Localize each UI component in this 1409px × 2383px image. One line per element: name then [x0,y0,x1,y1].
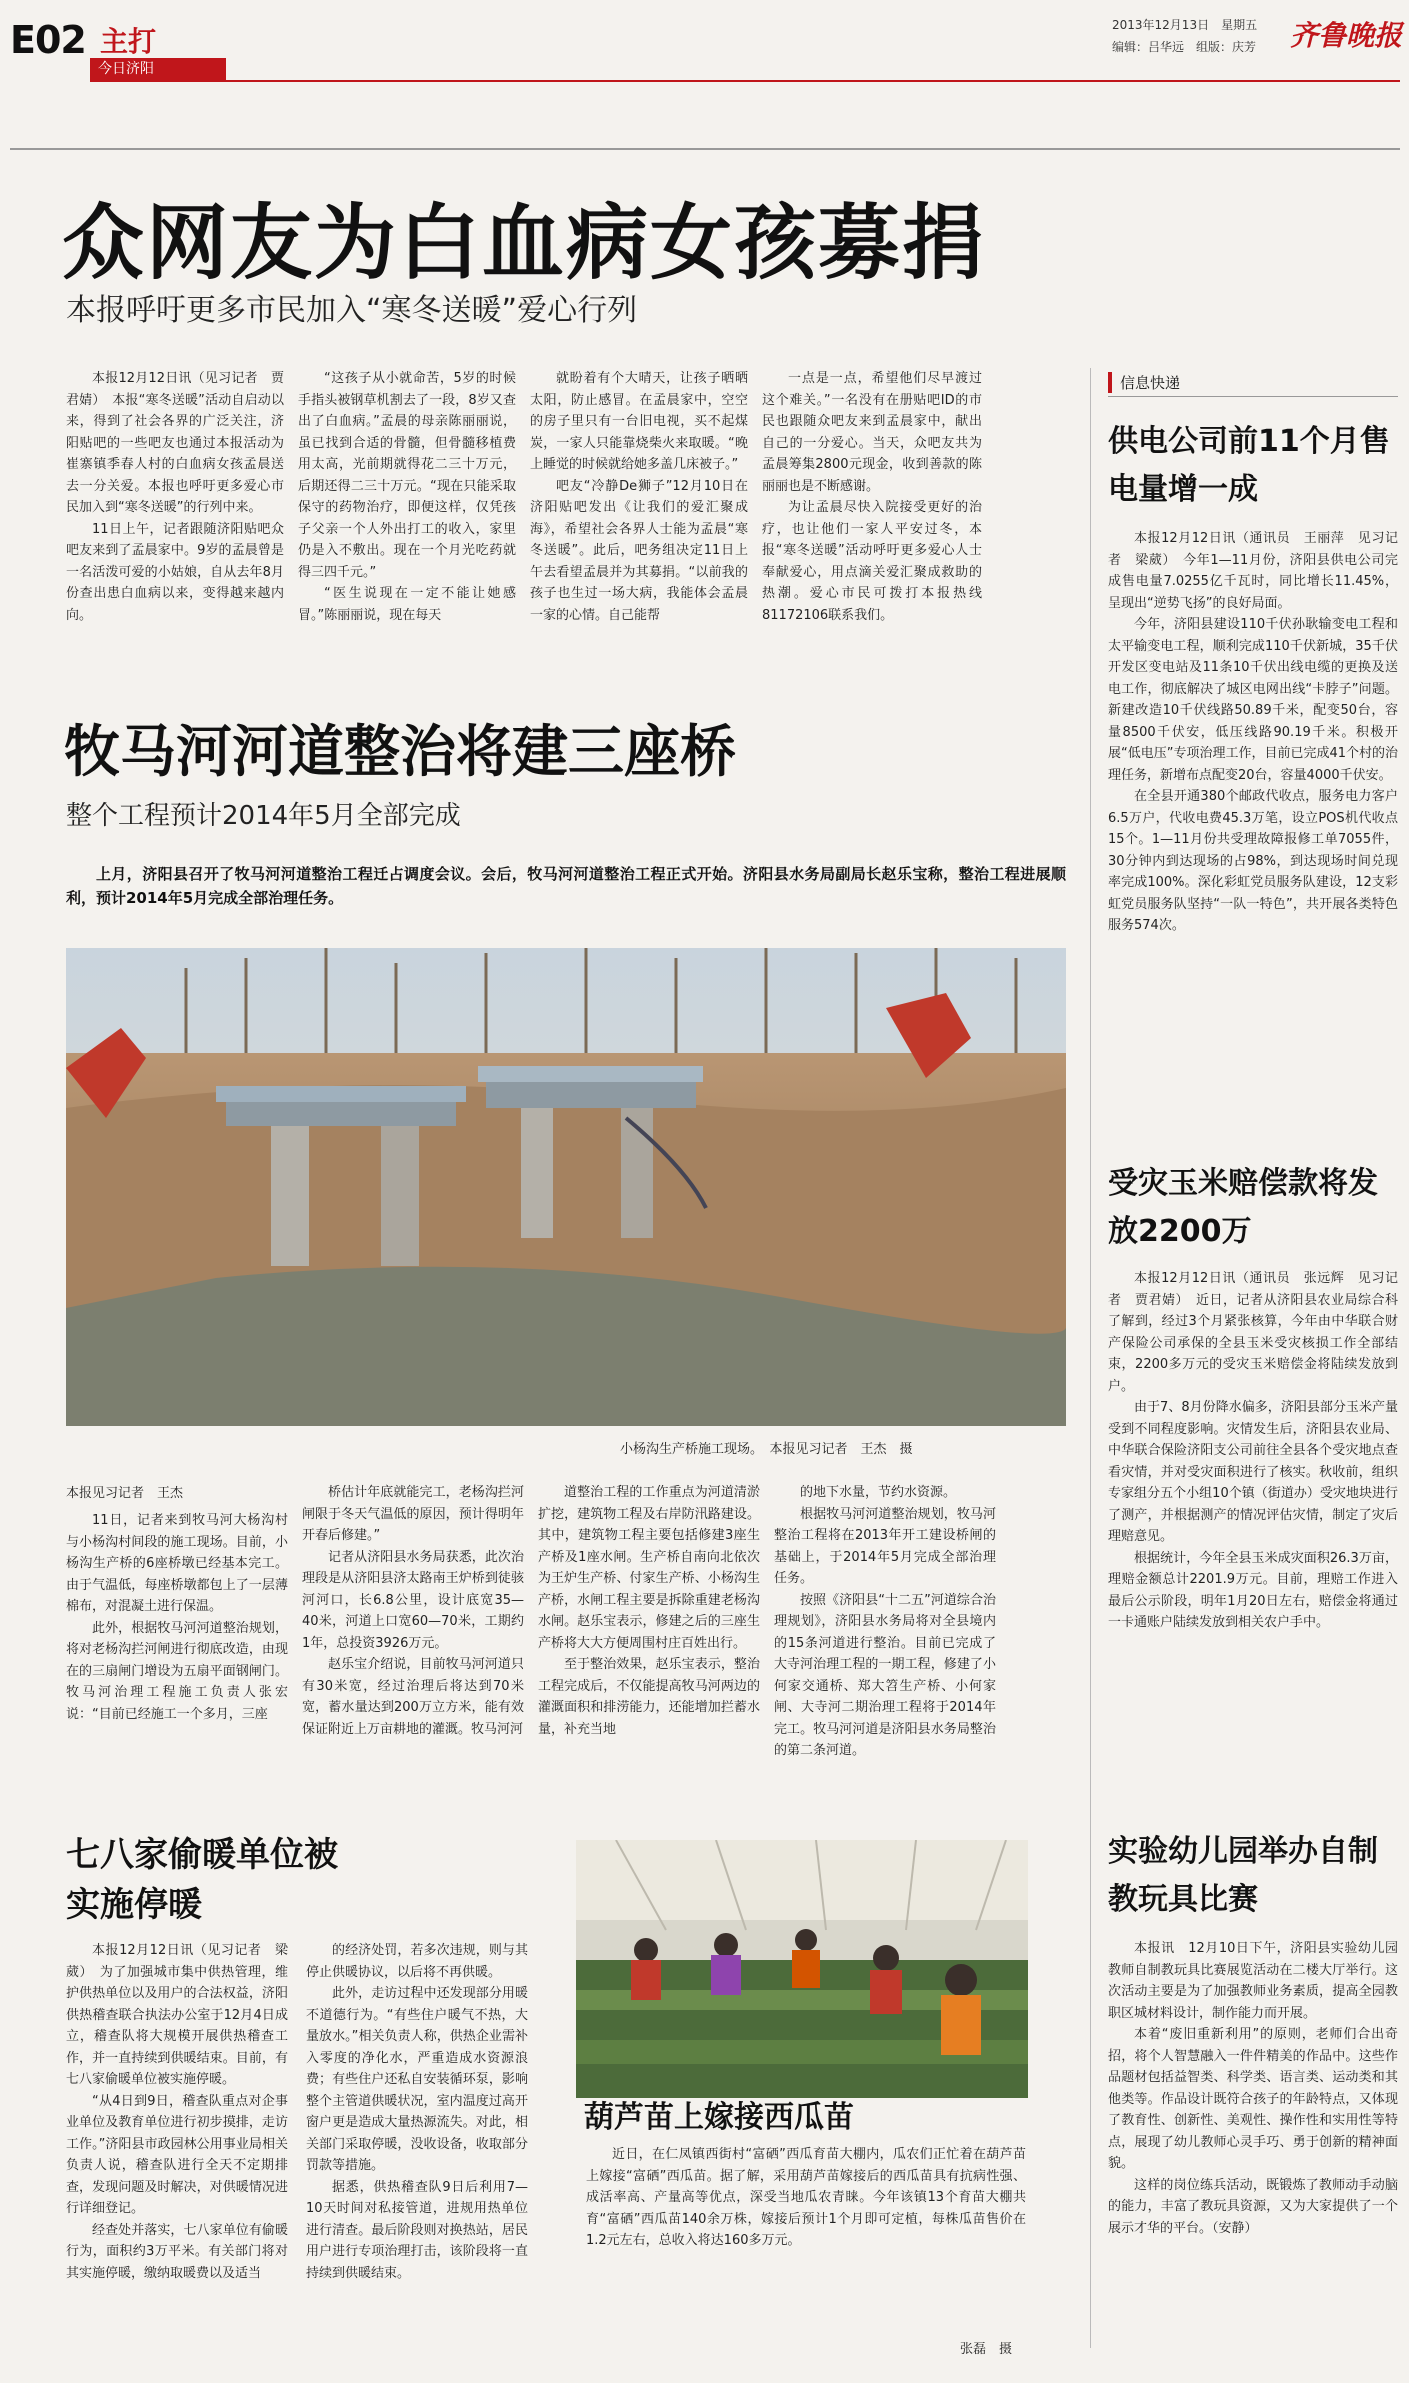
paragraph: 本报12月12日讯（通讯员 张远辉 见习记者 贾君婧） 近日，记者从济阳县农业局综合科了解到，经过3个月紧张核算，今年由中华联合财产保险公司承保的全县玉米受灾核损工作全部结束，2200多万元的受灾玉米赔偿金将陆续发放到户。 [1108,1271,1398,1394]
paragraph: 按照《济阳县“十二五”河道综合治理规划》，济阳县水务局将对全县境内的15条河道进行整治。目前已完成了大寺河治理工程的一期工程，修建了小何家交通桥、郑大笤生产桥、小何家闸、大寺河二期治理工程将于2014年完工。牧马河河道是济阳县水务局整治的第二条河道。 [774,1592,996,1758]
story3-column-2 [306,1940,528,2360]
story2-column-3 [538,1482,760,1812]
paragraph: 此外，根据牧马河河道整治规划，将对老杨沟拦河闸进行彻底改造，由现在的三扇闸门增设为五扇平面钢闸门。牧马河治理工程施工负责人张宏说：“目前已经施工一个多月，三座 [66,1620,288,1722]
greenhouse-photo [576,1840,1028,2098]
paragraph: 本着“废旧重新利用”的原则，老师们合出奇招，将个人智慧融入一件件精美的作品中。这些作品题材包括益智类、科学类、语言类、运动类和其他类等。作品设计既符合孩子的年龄特点，又体现了教育性、创新性、美观性、操作性和实用性等特点，展现了幼儿教师心灵手巧、勇于创新的精神面貌。 [1108,2027,1398,2171]
paragraph: 在全县开通380个邮政代收点，服务电力客户6.5万户，代收电费45.3万笔，设立POS机代收点15个。1—11月份共受理故障报修工单7055件，30分钟内到达现场的占98%，到达现场时间兑现率完成100%。深化彩虹党员服务队建设，12支彩虹党员服务队坚持“一队一特色”，共开展各类特色服务574次。 [1108,789,1398,933]
brief1-headline: 供电公司前11个月售电量增一成 [1108,424,1390,507]
paragraph: “医生说现在一定不能让她感冒。”陈丽丽说，现在每天 [298,586,516,623]
story4-body [586,2144,1026,2354]
paragraph: 赵乐宝介绍说，目前牧马河河道只有30米宽，经过治理后将达到70米宽，蓄水量达到200万立方米，能有效保证附近上万亩耕地的灌溉。牧马河河 [302,1657,524,1737]
story1-column-2 [298,368,516,668]
paragraph: 本报讯 12月10日下午，济阳县实验幼儿园教师自制教玩具比赛展览活动在二楼大厅举行。这次活动主要是为了加强教师业务素质，提高全园教职区城材料设计，制作能力而开展。 [1108,1941,1398,2021]
paragraph: 这样的岗位练兵活动，既锻炼了教师动手动脑的能力，丰富了教玩具资源，又为大家提供了一个展示才华的平台。（安静） [1108,2177,1398,2236]
paragraph: 经查处并落实，七八家单位有偷暖行为，面积约3万平米。有关部门将对其实施停暖，缴纳取暖费以及适当 [66,2222,288,2281]
paragraph: 的地下水量，节约水资源。 [800,1485,957,1500]
story2-byline: 本报见习记者 王杰 [66,1486,184,1501]
paragraph: 近日，在仁凤镇西街村“富硒”西瓜育苗大棚内，瓜农们正忙着在葫芦苗上嫁接“富硒”西瓜苗。据了解，采用葫芦苗嫁接后的西瓜苗具有抗病性强、成活率高、产量高等优点，深受当地瓜农青睐。今年该镇13个育苗大棚共育“富硒”西瓜苗140余万株，嫁接后预计1个月即可定植，每株瓜苗售价在1.2元左右，总收入将达160多万元。 [586,2147,1026,2248]
masthead-rule [90,80,1400,82]
river-bridge-photo [66,948,1066,1426]
story2-headline: 牧马河河道整治将建三座桥 [64,720,736,785]
editor-line: 编辑：吕华远 组版：庆芳 [1112,40,1257,54]
paragraph: 11日，记者来到牧马河大杨沟村与小杨沟村间段的施工现场。目前，小杨沟生产桥的6座桥墩已经基本完工。由于气温低，每座桥墩都包上了一层薄棉布，对混凝土进行保温。 [66,1513,288,1614]
story2-lead: 上月，济阳县召开了牧马河河道整治工程迁占调度会议。会后，牧马河河道整治工程正式开始。济阳县水务局副局长赵乐宝称，整治工程进展顺利，预计2014年5月完成全部治理任务。 [66,865,1066,907]
photo-caption: 小杨沟生产桥施工现场。 本报见习记者 王杰 摄 [620,1442,913,1457]
paragraph: 记者从济阳县水务局获悉，此次治理段是从济阳县济太路南王炉桥到徒骇河河口，长6.8公里，设计底宽35—40米，河道上口宽60—70米，工期约1年，总投资3926万元。 [302,1549,524,1651]
paragraph: 吧友“冷静De狮子”12月10日在济阳贴吧发出《让我们的爱汇聚成海》，希望社会各界人士能为孟晨“寒冬送暖”。此后，吧务组决定11日上午去看望孟晨并为其募捐。“以前我的孩子也生过一场大病，我能体会孟晨一家的心情。自己能帮 [530,478,748,623]
story1-column-4 [762,368,982,668]
paragraph: 11日上午，记者跟随济阳贴吧众吧友来到了孟晨家中。9岁的孟晨曾是一名活泼可爱的小姑娘，自从去年8月份查出患白血病以来，变得越来越内向。 [66,521,284,623]
paragraph: 本报12月12日讯（见习记者 梁葳） 为了加强城市集中供热管理，维护供热单位以及用户的合法权益，济阳供热稽查联合执法办公室于12月4日成立，稽查队将大规模开展供热稽查工作，并一直持续到供暖结束。目前，有七八家偷暖单位被实施停暖。 [66,1943,288,2087]
paragraph: 至于整治效果，赵乐宝表示，整治工程完成后，不仅能提高牧马河两边的灌溉面积和排涝能力，还能增加拦蓄水量，补充当地 [538,1657,760,1737]
construction-site-image [66,948,1066,1426]
paragraph: 根据统计，今年全县玉米成灾面积26.3万亩，理赔金额总计2201.9万元。目前，理赔工作进入最后公示阶段，明年1月20日左右，赔偿金将通过一卡通账户陆续发放到相关农户手中。 [1108,1550,1398,1630]
paragraph: 根据牧马河河道整治规划，牧马河整治工程将在2013年开工建设桥闸的基础上，于2014年5月完成全部治理任务。 [774,1506,996,1586]
page-number: E02 [10,18,86,62]
paragraph: 桥估计年底就能完工，老杨沟拦河闸限于冬天气温低的原因，预计得明年开春后修建。” [302,1485,524,1543]
top-divider [10,148,1400,150]
paragraph: 今年，济阳县建设110千伏孙耿输变电工程和太平输变电工程，顺利完成110千伏新城，35千伏开发区变电站及11条10千伏出线电缆的更换及送电工作，彻底解决了城区电网出线“卡脖子”问题。新建改造10千伏线路50.89千米，配变50台，容量8500千伏安，低压线路90.19千米。积极开展“低电压”专项治理工作，目前已完成41个村的治理任务，新增布点配变20台，容量4000千伏安。 [1108,617,1398,783]
brief2-body [1108,1268,1398,1828]
issue-date: 2013年12月13日 星期五 [1112,18,1258,32]
paragraph: 此外，走访过程中还发现部分用暖不道德行为。“有些住户暖气不热，大量放水。”相关负责人称，供热企业需补入零度的净化水，严重造成水资源浪费；有些住户还私自安装循环泵，影响整个主管道供暖状况，室内温度过高开窗户更是造成大量热源流失。对此，相关部门采取停暖，没收设备，收取部分罚款等措施。 [306,1986,528,2173]
story4-credit: 张磊 摄 [960,2342,1013,2357]
subsection-label: 今日济阳 [90,58,226,80]
story3-column-1 [66,1940,288,2360]
paragraph: 由于7、8月份降水偏多，济阳县部分玉米产量受到不同程度影响。灾情发生后，济阳县农业局、中华联合保险济阳支公司前往全县各个受灾地点查看灾情，并对受灾面积进行了核实。秋收前，组织专家组分五个小组10个镇（街道办）受灾地块进行了测产，并根据测产的情况评估灾情，制定了灾后理赔意见。 [1108,1400,1398,1544]
vertical-divider [1090,368,1091,2348]
brief3-body [1108,1938,1398,2358]
story1-subheadline: 本报呼吁更多市民加入“寒冬送暖”爱心行列 [66,293,638,328]
newspaper-logo: 齐鲁晚报 [1290,19,1403,52]
story2-column-4 [774,1482,996,1812]
story1-column-1 [66,368,284,668]
story3-headline: 七八家偷暖单位被实施停暖 [66,1835,338,1925]
paragraph: 就盼着有个大晴天，让孩子晒晒太阳，防止感冒。在孟晨家中，空空的房子里只有一台旧电视，买不起煤炭，一家人只能靠烧柴火来取暖。“晚上睡觉的时候就给她多盖几床被子。” [530,371,748,472]
story1-headline: 众网友为白血病女孩募捐 [62,196,987,291]
grafting-workers-image [576,1840,1028,2098]
story2-subheadline: 整个工程预计2014年5月全部完成 [66,801,461,831]
section-name: 主打 [100,25,157,58]
story2-column-1 [66,1510,288,1810]
paragraph: 的经济处罚，若多次违规，则与其停止供暖协议，以后将不再供暖。 [306,1943,528,1980]
paragraph: “这孩子从小就命苦，5岁的时候手指头被钢草机割去了一段，8岁又查出了白血病。”孟晨的母亲陈丽丽说，虽已找到合适的骨髓，但骨髓移植费用太高，光前期就得花二三十万元，后期还得二三十万元。“现在只能采取保守的药物治疗，即便这样，仅凭孩子父亲一个人外出打工的收入，家里仍是入不敷出。现在一个月光吃药就得三四千元。” [298,371,516,580]
sidebar-tag-rule [1108,396,1398,397]
paragraph: 本报12月12日讯（见习记者 贾君婧） 本报“寒冬送暖”活动自启动以来，得到了社会各界的广泛关注，济阳贴吧的一些吧友也通过本报活动为崔寨镇季春人村的白血病女孩孟晨送去一分关爱。本报也呼吁更多爱心市民加入到“寒冬送暖”的行列中来。 [66,371,284,515]
story2-column-2 [302,1482,524,1812]
paragraph: 据悉，供热稽查队9日后利用7—10天时间对私接管道，进规用热单位进行清查。最后阶段则对换热站，居民用户进行专项治理打击，该阶段将一直持续到供暖结束。 [306,2179,528,2281]
brief3-headline: 实验幼儿园举办自制教玩具比赛 [1108,1834,1378,1917]
paragraph: “从4日到9日，稽查队重点对企事业单位及教育单位进行初步摸排，走访工作。”济阳县市政园林公用事业局相关负责人说，稽查队进行全天不定期排查，发现问题及时解决，对供暖情况进行详细登记。 [66,2093,288,2216]
brief1-body [1108,528,1398,1148]
brief2-headline: 受灾玉米赔偿款将发放2200万 [1108,1166,1378,1249]
paragraph: 道整治工程的工作重点为河道清淤扩挖，建筑物工程及右岸防汛路建设。其中，建筑物工程主要包括修建3座生产桥及1座水闸。生产桥自南向北依次为王炉生产桥、付家生产桥、小杨沟生产桥，水闸工程主要是拆除重建老杨沟水闸。赵乐宝表示，修建之后的三座生产桥将大大方便周围村庄百姓出行。 [538,1485,760,1651]
paragraph: 为让孟晨尽快入院接受更好的治疗，也让他们一家人平安过冬，本报“寒冬送暖”活动呼吁更多爱心人士奉献爱心，用点滴关爱汇聚成救助的热潮。爱心市民可拨打本报热线81172106联系我们。 [762,500,982,623]
story4-headline: 葫芦苗上嫁接西瓜苗 [584,2100,854,2135]
story1-column-3 [530,368,748,668]
sidebar-tag: 信息快递 [1108,372,1180,393]
paragraph: 本报12月12日讯（通讯员 王丽萍 见习记者 梁葳） 今年1—11月份，济阳县供电公司完成售电量7.0255亿千瓦时，同比增长11.45%，呈现出“逆势飞扬”的良好局面。 [1108,531,1398,611]
paragraph: 一点是一点，希望他们尽早渡过这个难关。”一名没有在册贴吧ID的市民也跟随众吧友来到孟晨家中，献出自己的一分爱心。当天，众吧友共为孟晨筹集2800元现金，收到善款的陈丽丽也是不断感谢。 [762,371,982,494]
